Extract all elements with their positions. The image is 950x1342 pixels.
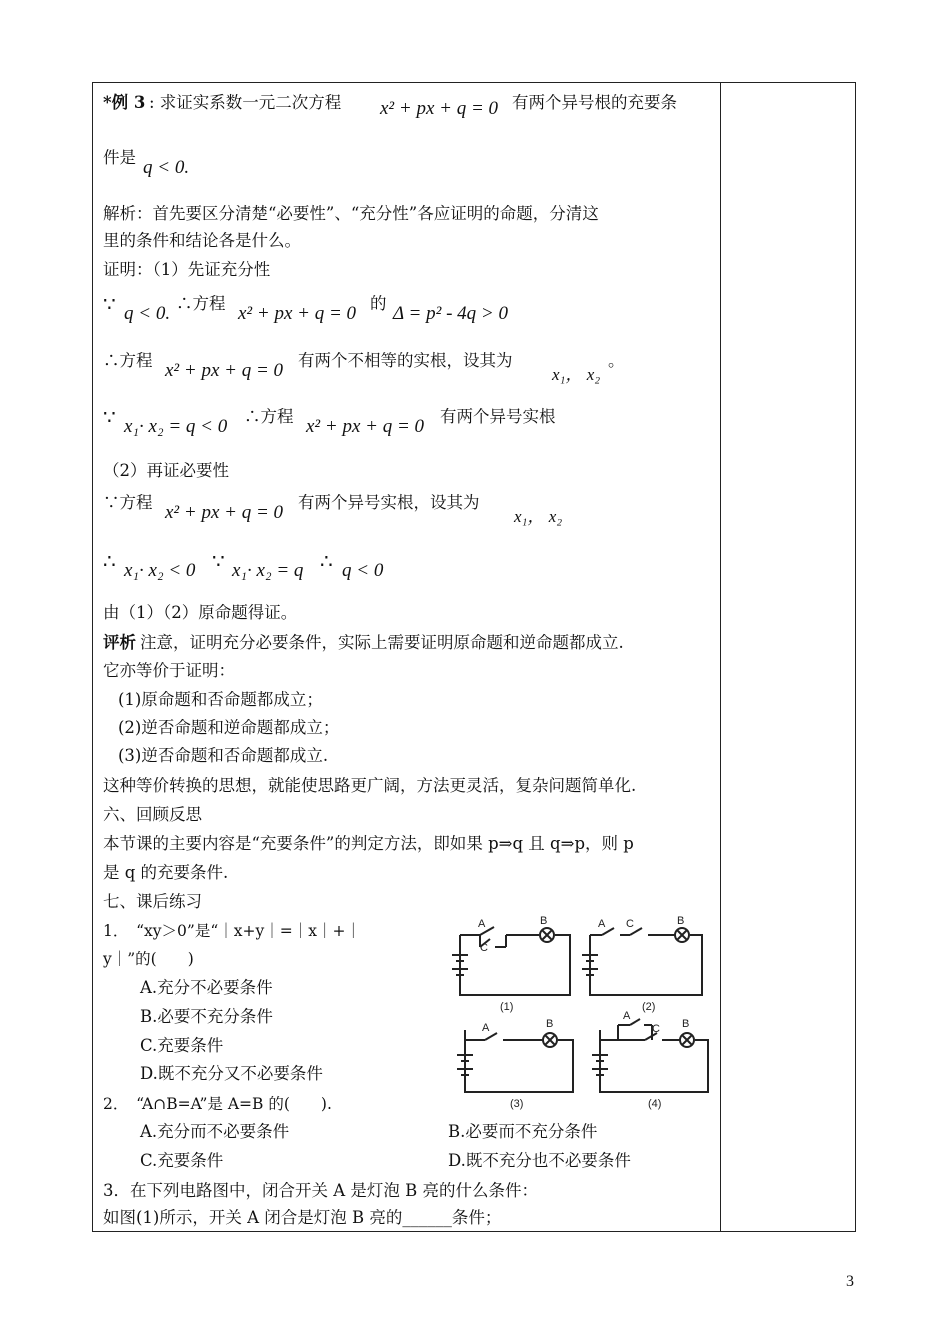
because-symbol: ∵: [103, 405, 116, 429]
circuit-3: [457, 1018, 573, 1110]
table-column-divider: [720, 82, 721, 1232]
circuit-4: [592, 1010, 708, 1110]
switch-a-label: A: [482, 1022, 490, 1034]
proof-text: 的: [370, 294, 387, 313]
remark-line: 这种等价转换的思想，就能使思路更广阔，方法更灵活，复杂问题简单化.: [103, 776, 637, 795]
example-label: *例 3: [103, 93, 146, 112]
therefore-symbol: ∴: [103, 549, 116, 573]
bulb-label: B: [546, 1018, 554, 1030]
proof-text: 有两个异号实根: [440, 407, 556, 426]
question-3-part-1: 如图(1)所示，开关 A 闭合是灯泡 B 亮的______条件；: [103, 1208, 502, 1227]
roots: x₁， x₂: [514, 507, 563, 526]
equation: x² + px + q = 0: [380, 98, 499, 119]
remark-item: (2)逆否命题和逆命题都成立；: [118, 718, 340, 737]
product-expression: x₁· x₂ < 0: [124, 560, 196, 581]
remark-label: 评析: [103, 633, 136, 652]
equation: x² + px + q = 0: [306, 416, 425, 437]
review-line: 本节课的主要内容是“充要条件”的判定方法，即如果 p⇒q 且 q⇒p，则 p: [103, 834, 634, 853]
therefore-text: ∴方程: [244, 407, 294, 426]
example-statement: : 求证实系数一元二次方程: [149, 93, 342, 112]
example-statement-cont: 有两个异号根的充要条: [512, 93, 677, 112]
result: q < 0: [342, 560, 384, 581]
proof-text: 有两个不相等的实根，设其为: [298, 351, 513, 370]
condition: q < 0.: [124, 303, 171, 324]
product-expression: x₁· x₂ = q: [232, 560, 304, 581]
bulb-label: B: [682, 1018, 690, 1030]
therefore-text: ∴方程: [103, 351, 153, 370]
because-text: ∵方程: [103, 493, 153, 512]
option: B.必要而不充分条件: [448, 1122, 598, 1141]
because-symbol: ∵: [212, 549, 225, 573]
review-line: 是 q 的充要条件.: [103, 863, 229, 882]
roots: x₁， x₂: [552, 365, 601, 384]
question-1: 1． “xy＞0”是“｜x+y｜=｜x｜+｜: [103, 922, 361, 940]
equation: x² + px + q = 0: [165, 502, 284, 523]
remark-line: 它亦等价于证明：: [103, 661, 235, 680]
figure-label: (2): [642, 1001, 656, 1013]
analysis-line: 解析：首先要区分清楚“必要性”、“充分性”各应证明的命题，分清这: [103, 204, 599, 223]
remark-item: (1)原命题和否命题都成立；: [118, 690, 323, 709]
bulb-label: B: [540, 915, 548, 927]
bulb-label: B: [677, 915, 685, 927]
circuit-2: [582, 915, 702, 1013]
circuit-1: [452, 915, 570, 1013]
section-heading: 七、课后练习: [103, 892, 202, 911]
circuit-diagrams: [440, 915, 720, 1115]
question-3: 3．在下列电路图中，闭合开关 A 是灯泡 B 亮的什么条件：: [103, 1181, 539, 1200]
switch-c-label: C: [626, 918, 634, 930]
proof-text: 有两个异号实根，设其为: [298, 493, 480, 512]
proof-conclusion: 由（1）（2）原命题得证。: [103, 603, 298, 622]
equation: x² + px + q = 0: [238, 303, 357, 324]
switch-c-label: C: [480, 942, 488, 954]
product-expression: x₁· x₂ = q < 0: [124, 416, 228, 437]
proof-part-title: （2）再证必要性: [103, 461, 229, 480]
switch-a-label: A: [623, 1010, 631, 1022]
option: B.必要不充分条件: [140, 1007, 273, 1026]
proof-text: 。: [608, 351, 625, 370]
remark-line: 注意，证明充分必要条件，实际上需要证明原命题和逆命题都成立.: [140, 633, 624, 652]
switch-a-label: A: [478, 918, 486, 930]
therefore-text: ∴方程: [176, 294, 226, 313]
condition: q < 0.: [143, 157, 190, 178]
page-number: 3: [846, 1273, 854, 1290]
switch-a-label: A: [598, 918, 606, 930]
question-2: 2． “A∩B=A”是 A=B 的( ).: [103, 1095, 332, 1113]
remark-item: (3)逆否命题和否命题都成立.: [118, 746, 329, 765]
switch-c-label: C: [652, 1023, 660, 1035]
section-heading: 六、回顾反思: [103, 805, 202, 824]
option: D.既不充分也不必要条件: [448, 1151, 631, 1170]
option: A.充分不必要条件: [140, 978, 273, 997]
figure-label: (4): [648, 1098, 662, 1110]
option: C.充要条件: [140, 1036, 224, 1055]
option: D.既不充分又不必要条件: [140, 1064, 323, 1083]
option: C.充要条件: [140, 1151, 224, 1170]
figure-label: (1): [500, 1001, 514, 1013]
question-1-cont: y｜”的( ): [103, 950, 194, 968]
figure-label: (3): [510, 1098, 524, 1110]
option: A.充分而不必要条件: [140, 1122, 290, 1141]
because-symbol: ∵: [103, 292, 116, 316]
discriminant: Δ = p² - 4q > 0: [393, 303, 508, 324]
equation: x² + px + q = 0: [165, 360, 284, 381]
proof-title: 证明：（1）先证充分性: [103, 260, 271, 279]
analysis-line: 里的条件和结论各是什么。: [103, 231, 301, 250]
example-statement-end: 件是: [103, 148, 136, 167]
therefore-symbol: ∴: [320, 549, 333, 573]
